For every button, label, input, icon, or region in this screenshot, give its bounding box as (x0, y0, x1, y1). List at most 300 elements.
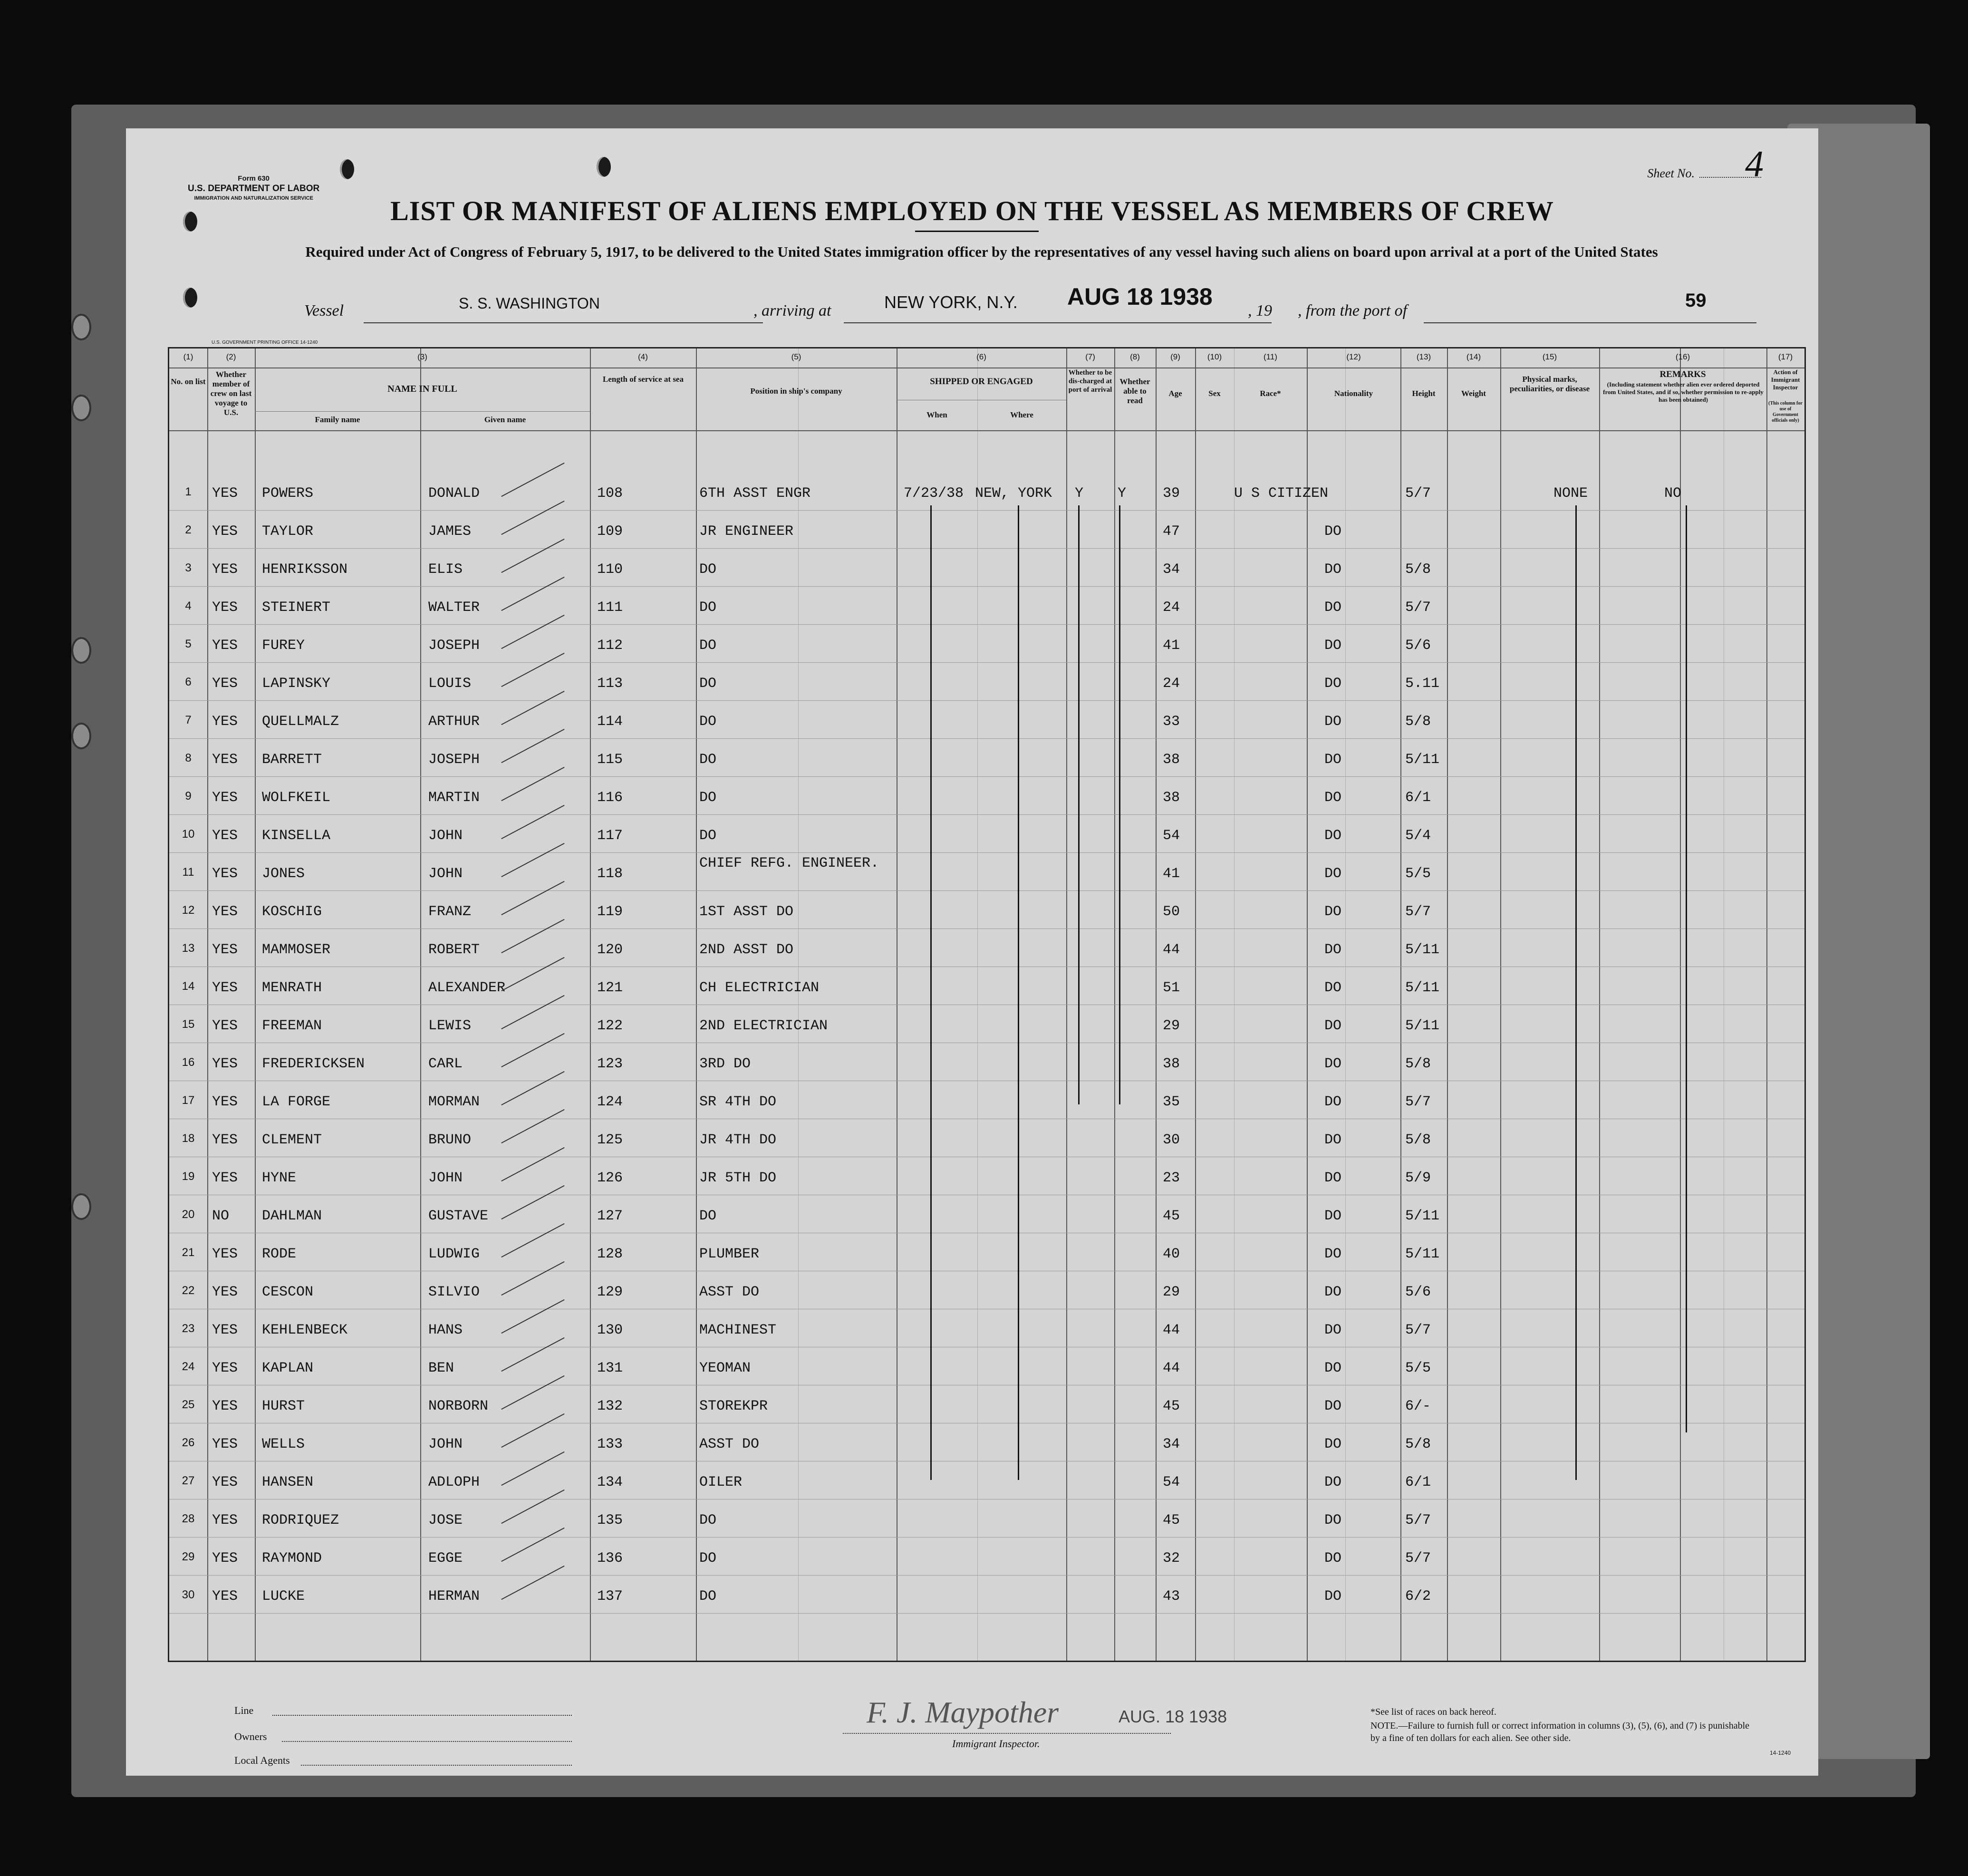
cell-crew-member: YES (212, 676, 238, 692)
cell-position: 2ND ELECTRICIAN (699, 1018, 828, 1034)
binder-ring-hole (71, 314, 91, 340)
races-note: *See list of races on back hereof. (1370, 1707, 1496, 1717)
cell-given-name: ELIS (428, 561, 463, 578)
header-position: Position in ship's company (750, 387, 842, 396)
binder-ring-hole (71, 395, 91, 421)
vessel-underline (364, 322, 763, 323)
cell-position: DO (699, 752, 717, 768)
header-when: When (926, 410, 947, 419)
col-num: (4) (638, 352, 648, 361)
cell-able-read: Y (1118, 485, 1127, 502)
cell-no: 7 (185, 714, 192, 726)
cell-no: 9 (185, 790, 192, 803)
check-mark (501, 1528, 564, 1562)
cell-age: 45 (1163, 1512, 1180, 1528)
cell-physical: NONE (1553, 485, 1588, 502)
cell-family-name: RODRIQUEZ (262, 1512, 339, 1528)
cell-height: 6/1 (1405, 790, 1431, 806)
cell-remarks: NO (1664, 485, 1682, 502)
cell-age: 34 (1163, 561, 1180, 578)
cell-position: MACHINEST (699, 1322, 777, 1338)
cell-age: 23 (1163, 1170, 1180, 1186)
cell-position: SR 4TH DO (699, 1094, 777, 1110)
cell-position: DO (699, 714, 717, 730)
cell-age: 41 (1163, 866, 1180, 882)
year-label: , 19 (1248, 302, 1272, 319)
cell-no: 16 (182, 1056, 195, 1069)
cell-length-service: 116 (597, 790, 623, 806)
cell-nationality: DO (1324, 1284, 1342, 1300)
ditto-line (1078, 505, 1080, 1104)
cell-given-name: JOSE (428, 1512, 463, 1528)
inspector-label: Immigrant Inspector. (952, 1738, 1040, 1750)
cell-crew-member: NO (212, 1208, 230, 1224)
col-num: (5) (791, 352, 801, 361)
cell-given-name: JOSEPH (428, 638, 480, 654)
col-num: (2) (226, 352, 236, 361)
from-port-label: , from the port of (1298, 302, 1408, 319)
header-race: Race* (1260, 389, 1281, 398)
cell-position: DO (699, 1550, 717, 1567)
col-num: (1) (183, 352, 193, 361)
cell-height: 5/11 (1405, 1208, 1440, 1224)
cell-height: 6/2 (1405, 1588, 1431, 1605)
cell-position: JR 4TH DO (699, 1132, 777, 1148)
cell-crew-member: YES (212, 1132, 238, 1148)
cell-nationality: DO (1324, 600, 1342, 616)
form-number: Form 630 (238, 174, 270, 183)
col-num: (12) (1346, 352, 1361, 361)
cell-crew-member: YES (212, 1588, 238, 1605)
cell-no: 30 (182, 1588, 195, 1601)
cell-crew-member: YES (212, 1550, 238, 1567)
cell-no: 3 (185, 561, 192, 574)
cell-length-service: 128 (597, 1246, 623, 1262)
cell-length-service: 135 (597, 1512, 623, 1528)
header-where: Where (1010, 410, 1033, 419)
cell-age: 34 (1163, 1436, 1180, 1452)
header-member-crew: Whether member of crew on last voyage to U.S. (210, 370, 252, 417)
cell-no: 27 (182, 1474, 195, 1487)
document-subtitle: Required under Act of Congress of February 5, 1917, to be delivered to the United States immigration officer by the representatives of any vessel having such aliens on board upon arrival at a port of the United States (305, 243, 1658, 260)
department-name: U.S. DEPARTMENT OF LABOR (188, 184, 320, 193)
col-num: (10) (1207, 352, 1222, 361)
punch-hole (183, 288, 197, 308)
cell-age: 38 (1163, 790, 1180, 806)
cell-position: DO (699, 828, 717, 844)
cell-length-service: 108 (597, 485, 623, 502)
cell-length-service: 119 (597, 904, 623, 920)
cell-given-name: JOHN (428, 866, 463, 882)
row-divider (169, 852, 1804, 853)
title-rule (915, 231, 1039, 232)
cell-nationality: DO (1324, 1398, 1342, 1414)
cell-height: 5/5 (1405, 866, 1431, 882)
col-num: (3) (417, 352, 427, 361)
cell-position: ASST DO (699, 1284, 760, 1300)
cell-height: 5/7 (1405, 1322, 1431, 1338)
check-mark (501, 1185, 564, 1219)
cell-no: 8 (185, 752, 192, 764)
row-divider (169, 586, 1804, 587)
cell-crew-member: YES (212, 1436, 238, 1452)
cell-family-name: STEINERT (262, 600, 331, 616)
cell-height: 5/7 (1405, 600, 1431, 616)
cell-age: 24 (1163, 676, 1180, 692)
cell-crew-member: YES (212, 980, 238, 996)
check-mark (501, 577, 564, 611)
cell-length-service: 126 (597, 1170, 623, 1186)
cell-height: 5/7 (1405, 1094, 1431, 1110)
cell-no: 22 (182, 1284, 195, 1297)
cell-given-name: ROBERT (428, 942, 480, 958)
binder-ring-hole (71, 723, 91, 749)
row-divider (169, 738, 1804, 739)
cell-length-service: 113 (597, 676, 623, 692)
cell-position: PLUMBER (699, 1246, 760, 1262)
cell-family-name: HANSEN (262, 1474, 314, 1490)
inspector-signature: F. J. Maypother (867, 1695, 1059, 1729)
check-mark (501, 957, 564, 991)
cell-nationality: DO (1324, 1512, 1342, 1528)
cell-height: 5/7 (1405, 485, 1431, 502)
check-mark (501, 691, 564, 725)
check-mark (501, 1375, 564, 1410)
cell-family-name: HYNE (262, 1170, 297, 1186)
cell-given-name: FRANZ (428, 904, 472, 920)
cell-given-name: MARTIN (428, 790, 480, 806)
cell-position: OILER (699, 1474, 743, 1490)
row-divider (169, 1537, 1804, 1538)
cell-age: 54 (1163, 1474, 1180, 1490)
cell-family-name: HURST (262, 1398, 305, 1414)
cell-position: DO (699, 1512, 717, 1528)
cell-length-service: 132 (597, 1398, 623, 1414)
cell-given-name: LOUIS (428, 676, 472, 692)
cell-length-service: 129 (597, 1284, 623, 1300)
check-mark (501, 767, 564, 801)
row-divider (169, 624, 1804, 625)
cell-family-name: KEHLENBECK (262, 1322, 348, 1338)
cell-given-name: HANS (428, 1322, 463, 1338)
cell-family-name: LUCKE (262, 1588, 305, 1605)
cell-crew-member: YES (212, 1246, 238, 1262)
header-nationality: Nationality (1334, 389, 1373, 398)
punch-hole (597, 157, 611, 177)
cell-nationality: DO (1324, 1550, 1342, 1567)
cell-length-service: 122 (597, 1018, 623, 1034)
cell-nationality: DO (1324, 828, 1342, 844)
header-name-in-full: NAME IN FULL (387, 384, 457, 394)
cell-age: 30 (1163, 1132, 1180, 1148)
cell-age: 32 (1163, 1550, 1180, 1567)
cell-no: 24 (182, 1360, 195, 1373)
port-underline (844, 322, 1272, 323)
cell-position: 2ND ASST DO (699, 942, 794, 958)
cell-length-service: 112 (597, 638, 623, 654)
cell-race: U S CITIZEN (1234, 485, 1329, 502)
cell-given-name: JOSEPH (428, 752, 480, 768)
row-divider (169, 548, 1804, 549)
cell-nationality: DO (1324, 790, 1342, 806)
ditto-line (1018, 505, 1019, 1480)
cell-height: 5/4 (1405, 828, 1431, 844)
cell-no: 2 (185, 523, 192, 536)
cell-given-name: DONALD (428, 485, 480, 502)
cell-crew-member: YES (212, 790, 238, 806)
col-num: (17) (1778, 352, 1793, 361)
check-mark (501, 843, 564, 877)
check-mark (501, 995, 564, 1029)
cell-height: 5/11 (1405, 942, 1440, 958)
cell-crew-member: YES (212, 485, 238, 502)
header-sex: Sex (1208, 389, 1221, 398)
cell-shipped-when: 7/23/38 (904, 485, 964, 502)
cell-family-name: FREEMAN (262, 1018, 322, 1034)
cell-length-service: 121 (597, 980, 623, 996)
cell-shipped-where: NEW, YORK (975, 485, 1052, 502)
cell-given-name: CARL (428, 1056, 463, 1072)
cell-age: 50 (1163, 904, 1180, 920)
cell-given-name: JOHN (428, 828, 463, 844)
cell-height: 5/7 (1405, 1550, 1431, 1567)
cell-length-service: 131 (597, 1360, 623, 1376)
check-mark (501, 1451, 564, 1486)
arrival-port: NEW YORK, N.Y. (884, 292, 1018, 312)
cell-family-name: POWERS (262, 485, 314, 502)
service-name: IMMIGRATION AND NATURALIZATION SERVICE (194, 195, 313, 201)
binder-ring-hole (71, 1193, 91, 1220)
list-number: 59 (1685, 290, 1707, 311)
cell-length-service: 137 (597, 1588, 623, 1605)
cell-nationality: DO (1324, 561, 1342, 578)
col-num: (6) (976, 352, 986, 361)
cell-crew-member: YES (212, 1284, 238, 1300)
cell-length-service: 117 (597, 828, 623, 844)
cell-given-name: ARTHUR (428, 714, 480, 730)
row-divider (169, 814, 1804, 815)
printer-imprint: U.S. GOVERNMENT PRINTING OFFICE 14-1240 (212, 340, 318, 345)
cell-family-name: QUELLMALZ (262, 714, 339, 730)
cell-crew-member: YES (212, 752, 238, 768)
cell-nationality: DO (1324, 1588, 1342, 1605)
cell-position: CHIEF REFG. ENGINEER. (699, 855, 879, 871)
ditto-line (1575, 505, 1577, 1480)
cell-height: 5/11 (1405, 1246, 1440, 1262)
signature-line (843, 1733, 1171, 1734)
cell-given-name: EGGE (428, 1550, 463, 1567)
header-remarks-sub: (Including statement whether alien ever ordered deported from United States, and if so, whether permission to re-apply has been obtained) (1603, 381, 1764, 403)
cell-given-name: JOHN (428, 1436, 463, 1452)
cell-nationality: DO (1324, 1170, 1342, 1186)
cell-given-name: HERMAN (428, 1588, 480, 1605)
cell-position: 3RD DO (699, 1056, 751, 1072)
cell-family-name: KOSCHIG (262, 904, 322, 920)
line-field (272, 1715, 572, 1716)
cell-family-name: CESCON (262, 1284, 314, 1300)
cell-given-name: LUDWIG (428, 1246, 480, 1262)
col-num: (14) (1466, 352, 1481, 361)
check-mark (501, 1033, 564, 1067)
cell-given-name: WALTER (428, 600, 480, 616)
check-mark (501, 1109, 564, 1143)
cell-height: 5/6 (1405, 638, 1431, 654)
cell-position: DO (699, 1208, 717, 1224)
check-mark (501, 881, 564, 915)
cell-family-name: WELLS (262, 1436, 305, 1452)
cell-height: 5/5 (1405, 1360, 1431, 1376)
cell-position: CH ELECTRICIAN (699, 980, 820, 996)
vessel-name: S. S. WASHINGTON (459, 295, 600, 312)
row-divider (169, 700, 1804, 701)
cell-length-service: 123 (597, 1056, 623, 1072)
cell-crew-member: YES (212, 1056, 238, 1072)
cell-position: DO (699, 676, 717, 692)
cell-age: 43 (1163, 1588, 1180, 1605)
header-family-name: Family name (315, 415, 360, 424)
cell-no: 20 (182, 1208, 195, 1221)
header-physical: Physical marks, peculiarities, or disease (1509, 375, 1590, 393)
cell-position: JR 5TH DO (699, 1170, 777, 1186)
cell-crew-member: YES (212, 904, 238, 920)
crew-manifest-table (168, 347, 1806, 1662)
cell-crew-member: YES (212, 1398, 238, 1414)
cell-nationality: DO (1324, 1246, 1342, 1262)
cell-length-service: 136 (597, 1550, 623, 1567)
cell-position: DO (699, 561, 717, 578)
cell-nationality: DO (1324, 1322, 1342, 1338)
cell-family-name: CLEMENT (262, 1132, 322, 1148)
cell-family-name: RODE (262, 1246, 297, 1262)
ditto-line (930, 505, 932, 1480)
cell-nationality: DO (1324, 752, 1342, 768)
cell-no: 14 (182, 980, 195, 993)
punch-hole (340, 159, 354, 179)
cell-height: 5/8 (1405, 714, 1431, 730)
cell-height: 5/8 (1405, 1132, 1431, 1148)
cell-age: 33 (1163, 714, 1180, 730)
cell-length-service: 134 (597, 1474, 623, 1490)
cell-crew-member: YES (212, 600, 238, 616)
check-mark (501, 463, 564, 497)
cell-no: 23 (182, 1322, 195, 1335)
cell-length-service: 130 (597, 1322, 623, 1338)
cell-no: 5 (185, 638, 192, 650)
cell-given-name: ADLOPH (428, 1474, 480, 1490)
cell-crew-member: YES (212, 1474, 238, 1490)
cell-family-name: HENRIKSSON (262, 561, 348, 578)
cell-position: JR ENGINEER (699, 523, 794, 540)
cell-nationality: DO (1324, 1056, 1342, 1072)
cell-height: 6/1 (1405, 1474, 1431, 1490)
cell-no: 21 (182, 1246, 195, 1259)
cell-length-service: 111 (597, 600, 623, 616)
cell-age: 51 (1163, 980, 1180, 996)
local-agents-label: Local Agents (234, 1754, 290, 1766)
header-age: Age (1168, 389, 1182, 398)
cell-family-name: FUREY (262, 638, 305, 654)
cell-height: 5/8 (1405, 1436, 1431, 1452)
cell-no: 29 (182, 1550, 195, 1563)
cell-age: 29 (1163, 1018, 1180, 1034)
inspector-date-stamp: AUG. 18 1938 (1119, 1707, 1227, 1726)
cell-crew-member: YES (212, 523, 238, 540)
cell-nationality: DO (1324, 1018, 1342, 1034)
cell-no: 4 (185, 600, 192, 612)
cell-length-service: 127 (597, 1208, 623, 1224)
cell-position: DO (699, 1588, 717, 1605)
cell-position: YEOMAN (699, 1360, 751, 1376)
cell-height: 5/11 (1405, 752, 1440, 768)
cell-length-service: 114 (597, 714, 623, 730)
header-shipped-engaged: SHIPPED OR ENGAGED (930, 377, 1033, 387)
cell-age: 44 (1163, 942, 1180, 958)
check-mark (501, 539, 564, 573)
cell-age: 29 (1163, 1284, 1180, 1300)
cell-no: 18 (182, 1132, 195, 1145)
check-mark (501, 919, 564, 953)
header-remarks: REMARKS (1659, 369, 1706, 379)
check-mark (501, 1337, 564, 1372)
arrival-date-stamp: AUG 18 1938 (1067, 283, 1213, 310)
cell-no: 11 (182, 866, 194, 879)
cell-crew-member: YES (212, 714, 238, 730)
cell-no: 6 (185, 676, 192, 688)
cell-crew-member: YES (212, 1322, 238, 1338)
header-action: Action of Immigrant Inspector (1771, 368, 1800, 391)
cell-height: 5/8 (1405, 1056, 1431, 1072)
cell-family-name: RAYMOND (262, 1550, 322, 1567)
cell-given-name: SILVIO (428, 1284, 480, 1300)
row-divider (169, 1575, 1804, 1576)
cell-no: 17 (182, 1094, 195, 1107)
cell-nationality: DO (1324, 714, 1342, 730)
cell-family-name: MAMMOSER (262, 942, 331, 958)
col-num: (9) (1170, 352, 1180, 361)
header-no-on-list: No. on list (171, 377, 206, 386)
cell-nationality: DO (1324, 676, 1342, 692)
col-num: (8) (1130, 352, 1140, 361)
cell-nationality: DO (1324, 1132, 1342, 1148)
cell-family-name: FREDERICKSEN (262, 1056, 365, 1072)
cell-position: 6TH ASST ENGR (699, 485, 811, 502)
row-divider (169, 662, 1804, 663)
cell-height: 5/11 (1405, 980, 1440, 996)
header-action-sub: (This column for use of Government officials only) (1768, 401, 1803, 423)
check-mark (501, 1413, 564, 1448)
manifest-sheet (126, 128, 1818, 1776)
cell-nationality: DO (1324, 866, 1342, 882)
row-divider (169, 890, 1804, 891)
vessel-label: Vessel (304, 302, 344, 319)
header-given-name: Given name (484, 415, 526, 424)
cell-crew-member: YES (212, 638, 238, 654)
cell-crew-member: YES (212, 828, 238, 844)
cell-crew-member: YES (212, 1512, 238, 1528)
cell-age: 38 (1163, 1056, 1180, 1072)
header-height: Height (1412, 389, 1436, 398)
cell-age: 39 (1163, 485, 1180, 502)
cell-position: DO (699, 790, 717, 806)
sheet-number-value: 4 (1745, 143, 1764, 184)
check-mark (501, 1261, 564, 1296)
cell-family-name: LAPINSKY (262, 676, 331, 692)
line-label: Line (234, 1704, 254, 1716)
check-mark (501, 729, 564, 763)
check-mark (501, 1071, 564, 1105)
cell-length-service: 115 (597, 752, 623, 768)
cell-given-name: GUSTAVE (428, 1208, 489, 1224)
